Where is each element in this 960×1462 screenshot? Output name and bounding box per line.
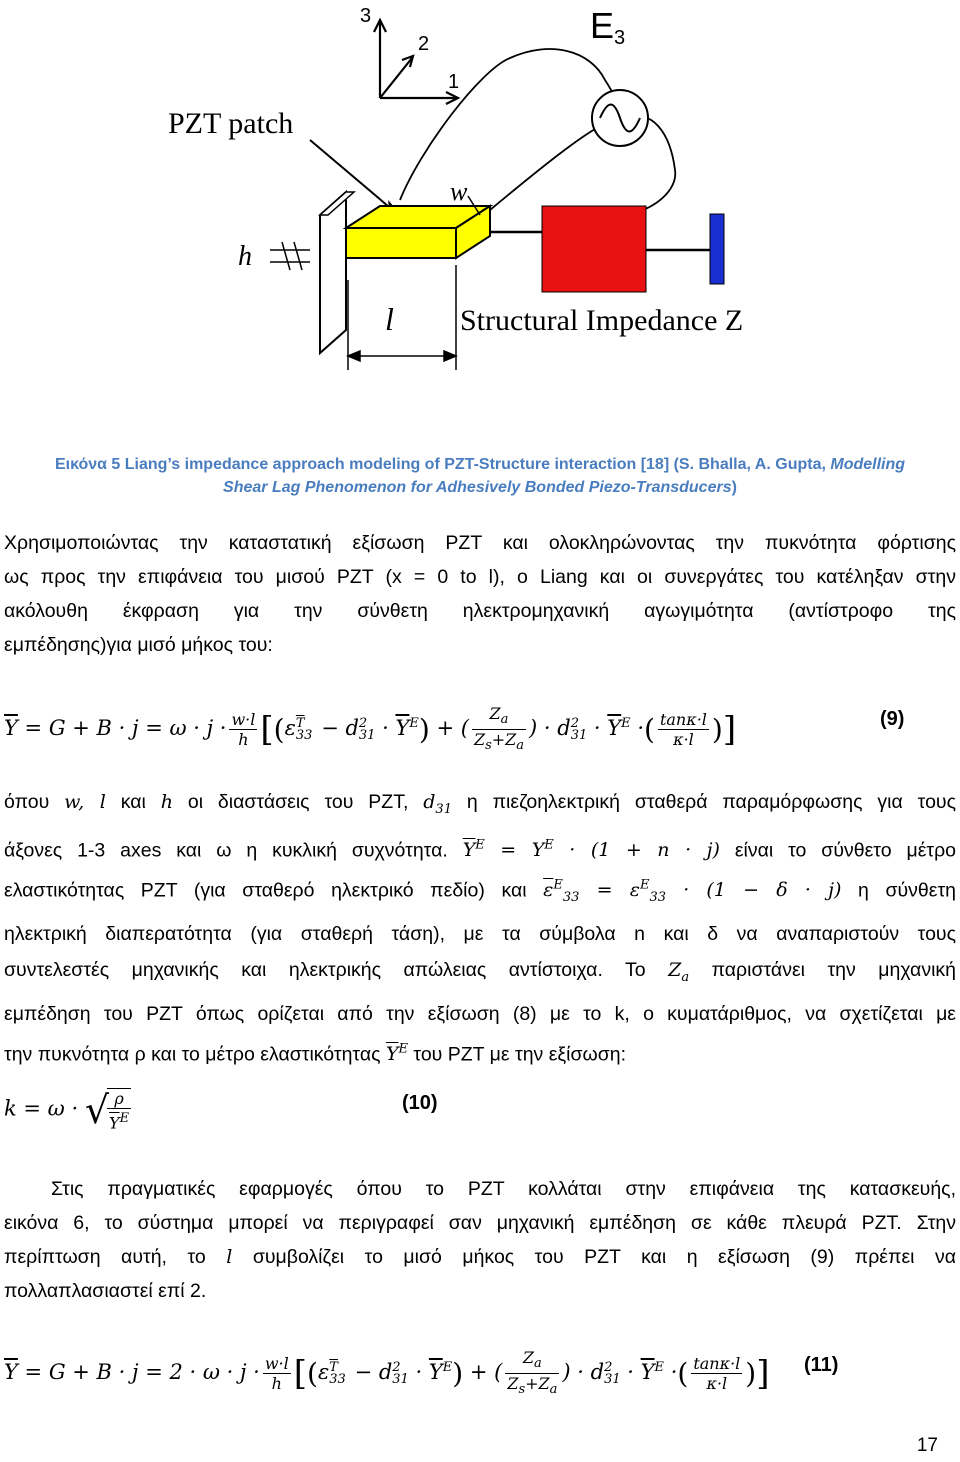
pzt-impedance-figure — [150, 0, 810, 380]
equation-11: $\overline{Y} = G + B \cdot j = 2 \cdot \omega \cdot j$ · $\frac{w\cdot l}{h}$ [(ε $\overline{T}$ 33 − d 2 31 · $\overline{Y}^E$) + ( $\frac{Z_a}{Z_s+Z_a}$ ) · d 2 31 · $\overline{Y}^E$ ·( $\frac{\tan\kappa\cdot l}{\kappa\cdot l}$ )] (11) — [4, 1348, 839, 1398]
pzt-label-leader — [310, 140, 395, 212]
structural-impedance-block — [542, 206, 646, 292]
para3-line-1: Στις πραγματικές εφαρμογές όπου το PZT κολλάται στην επιφάνεια της κατασκευής, — [51, 1178, 956, 1200]
axis-1-label: 1 — [448, 71, 460, 93]
paragraph-2 — [4, 784, 956, 1072]
caption-line-1: Εικόνα 5 Liang’s impedance approach modeling of PZT-Structure interaction [18] (S. Bhalla, A. Gupta, Modelling — [54, 456, 906, 473]
h-dimension-marks — [270, 242, 310, 270]
para2-line-6: εμπέδηση του PZT όπως ορίζεται από την εξίσωση (8) με το k, ο κυματάριθμος, να σχετίζεται με — [4, 1003, 956, 1026]
l-dimension-label: l — [385, 301, 394, 337]
figure-caption — [0, 456, 960, 497]
axis-3-label: 3 — [360, 5, 372, 27]
axis-2-label: 2 — [418, 33, 430, 55]
para3-line-4: πολλαπλασιαστεί επί 2. — [4, 1280, 207, 1302]
para2-line-2: άξονες 1-3 axes και ω η κυκλική συχνότητα. $\overline{Y}^E = Y^E \cdot (1 + n \cdot j)$ είναι το σύνθετο μέτρο — [4, 837, 957, 862]
structural-impedance-label: Structural Impedance Z — [460, 304, 744, 337]
e3-label: E3 — [590, 5, 626, 49]
para1-line-4: εμπέδησης)για μισό μήκος του: — [4, 634, 273, 656]
equation-9-number: (9) — [880, 708, 905, 730]
equation-10: k = ω · √ $\frac{\rho}{\overline{Y}^E}$ (10) — [4, 1088, 438, 1133]
para2-line-5: συντελεστές μηχανικής και ηλεκτρικής απώλειας αντίστοιχα. Το $Z_a$ παριστάνει την μηχανική — [4, 959, 957, 986]
caption-line-2: Shear Lag Phenomenon for Adhesively Bonded Piezo-Transducers) — [223, 479, 737, 496]
para2-line-7: την πυκνότητα ρ και το μέτρο ελαστικότητας $\overline{Y}^E$ του PZT με την εξίσωση: — [4, 1042, 627, 1066]
fixed-wall — [320, 192, 354, 353]
para2-line-1: όπου w, l και h οι διαστάσεις του PZT, $d_{31}$ η πιεζοηλεκτρική σταθερά παραμόρφωσης για τους — [4, 791, 956, 817]
l-dimension-line — [348, 265, 456, 370]
para2-line-4: ηλεκτρική διαπερατότητα (για σταθερή τάση), με τα σύμβολα n και δ να αναπαριστούν τους — [4, 923, 956, 946]
w-dimension-label: w — [450, 177, 468, 206]
para1-line-2: ως προς την επιφάνεια του μισού PZT (x = 0 to l), ο Liang και οι συνεργάτες του κατέληξαν στην — [4, 566, 956, 588]
paragraph-1 — [4, 526, 956, 662]
para3-line-2: εικόνα 6, το σύστημα μπορεί να περιγραφεί σαν μηχανική εμπέδηση σε κάθε πλευρά PZT. Στην — [4, 1212, 956, 1234]
para3-line-3: περίπτωση αυτή, το l συμβολίζει το μισό μήκος του PZT και η εξίσωση (9) πρέπει να — [4, 1246, 956, 1268]
pzt-patch-label: PZT patch — [168, 107, 294, 140]
equation-10-number: (10) — [402, 1092, 438, 1114]
para2-line-3: ελαστικότητας PZT (για σταθερό ηλεκτρικό πεδίο) και $\overline{\varepsilon}^E_{33} = \varepsilon^E_{33} \cdot (1 - \delta \cdot j)$ η σύνθετη — [4, 878, 957, 906]
equation-11-number: (11) — [804, 1354, 839, 1376]
coordinate-axes — [374, 20, 458, 104]
paragraph-3 — [4, 1172, 956, 1308]
end-mass-block — [710, 214, 724, 284]
pzt-patch-block — [346, 206, 490, 258]
ac-source-icon — [592, 90, 648, 146]
equation-9: $\overline{Y} = G + B \cdot j = \omega \cdot j$ · $\frac{w\cdot l}{h}$ [(ε $\overline{T}$ 33 − d 2 31 · $\overline{Y}^E$) + ( $\frac{Z_a}{Z_s+Z_a}$ ) · d 2 31 · $\overline{Y}^E$ ·( $\frac{\tan\kappa\cdot l}{\kappa\cdot l}$ )] (9) — [4, 704, 905, 754]
h-dimension-label: h — [238, 241, 252, 272]
para1-line-3: ακόλουθη έκφραση για την σύνθετη ηλεκτρομηχανική αγωγιμότητα (αντίστροφο της — [4, 600, 956, 622]
para1-line-1: Χρησιμοποιώντας την καταστατική εξίσωση PZT και ολοκληρώνοντας την πυκνότητα φόρτισης — [4, 532, 956, 554]
page-number: 17 — [916, 1435, 938, 1456]
